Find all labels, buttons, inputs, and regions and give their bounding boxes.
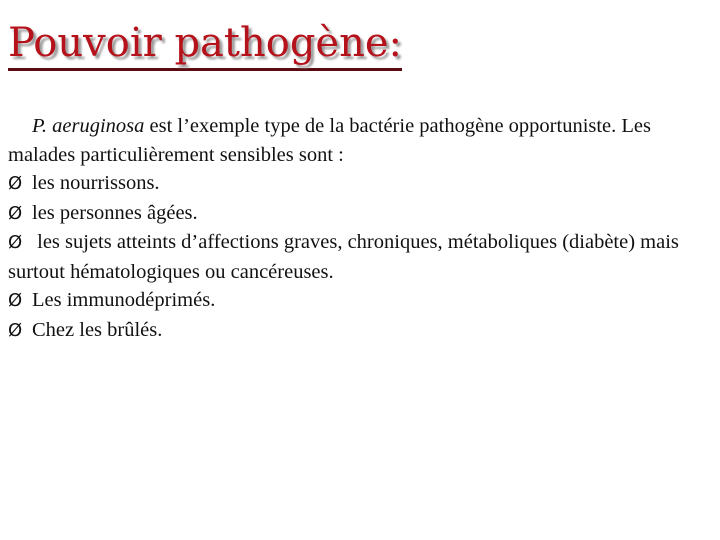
list-item-text: les nourrissons. bbox=[32, 172, 160, 194]
list-item bbox=[8, 316, 708, 346]
arrow-bullet-icon: Ø bbox=[8, 173, 23, 194]
slide-title: Pouvoir pathogène: bbox=[8, 18, 402, 71]
intro-text: est l’exemple type de la bactérie pathogène opportuniste. Les malades particulièrement sensibles sont : bbox=[8, 115, 652, 166]
arrow-bullet-icon: Ø bbox=[8, 202, 23, 224]
species-name: P. aeruginosa bbox=[32, 115, 145, 137]
list-item bbox=[8, 169, 708, 199]
list-item bbox=[8, 199, 708, 229]
list-item bbox=[8, 228, 708, 286]
arrow-bullet-icon: Ø bbox=[8, 319, 23, 341]
intro-paragraph bbox=[8, 112, 708, 169]
slide-body bbox=[8, 112, 708, 345]
list-item-text: Chez les brûlés. bbox=[32, 318, 163, 341]
list-item-text: Les immunodéprimés. bbox=[32, 289, 216, 311]
list-item-text: les sujets atteints d’affections graves, chroniques, métaboliques (diabète) mais surtout hématologiques ou cancéreuses. bbox=[8, 231, 679, 283]
arrow-bullet-icon: Ø bbox=[8, 290, 23, 311]
list-item bbox=[8, 286, 708, 316]
list-item-text: les personnes âgées. bbox=[32, 201, 198, 224]
arrow-bullet-icon: Ø bbox=[8, 232, 23, 253]
